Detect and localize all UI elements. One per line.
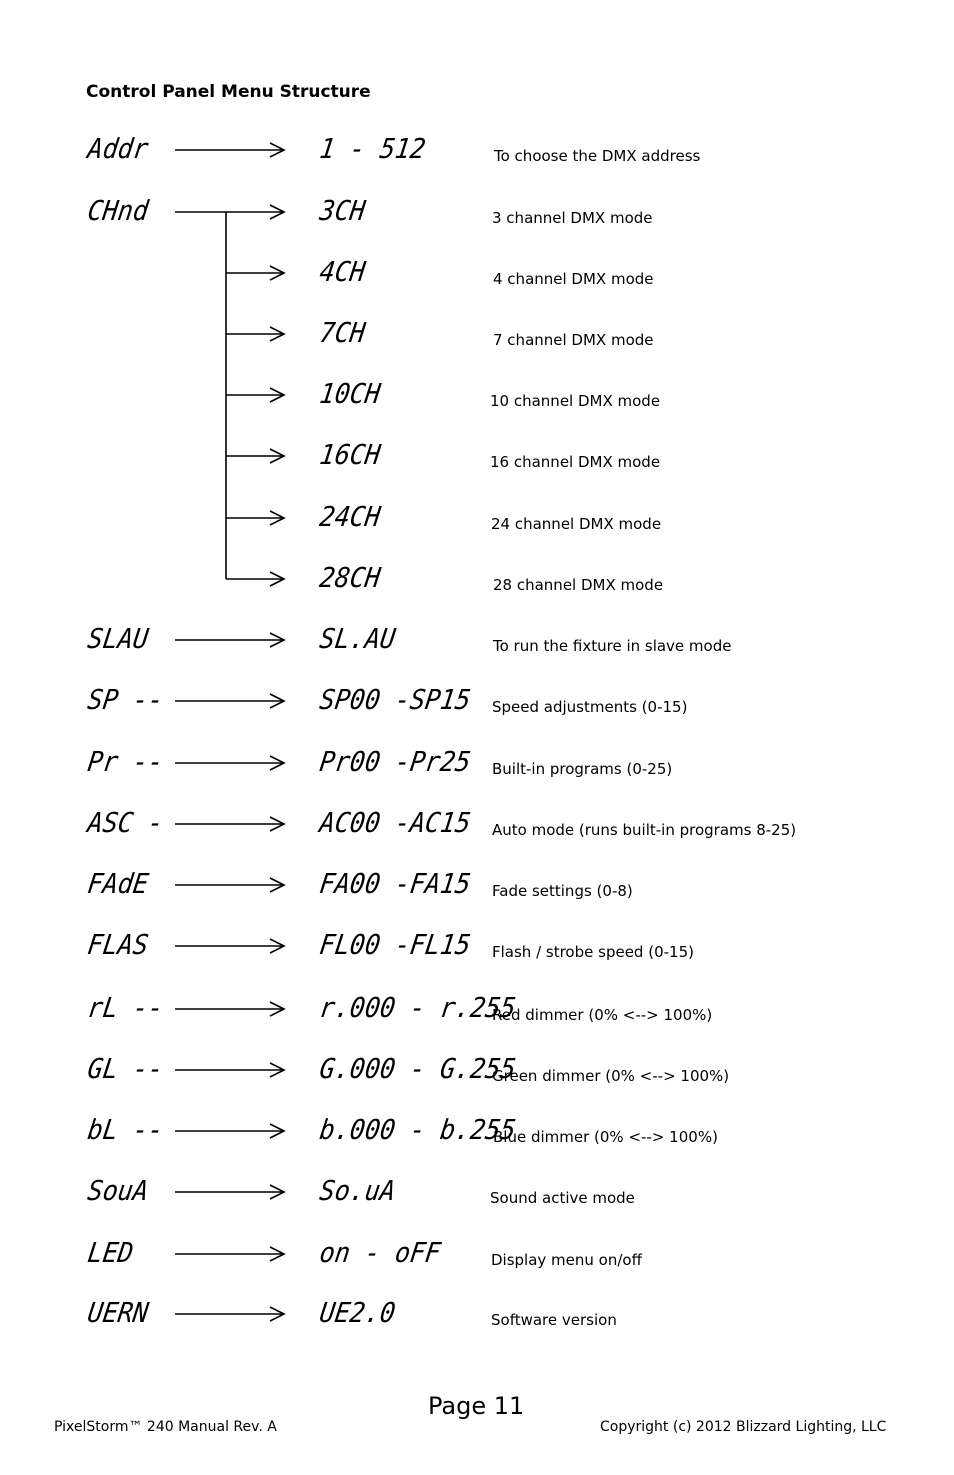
menu-value: 4CH <box>317 255 368 288</box>
menu-description: 16 channel DMX mode <box>490 453 661 471</box>
menu-description: Blue dimmer (0% <--> 100%) <box>493 1128 718 1146</box>
menu-code: FLAS <box>85 928 151 961</box>
menu-description: To run the fixture in slave mode <box>493 637 732 655</box>
menu-description: 10 channel DMX mode <box>490 392 661 410</box>
menu-description: Red dimmer (0% <--> 100%) <box>492 1006 713 1024</box>
menu-value: UE2.0 <box>317 1296 398 1329</box>
menu-description: Green dimmer (0% <--> 100%) <box>492 1067 730 1085</box>
menu-value: AC00 -AC15 <box>317 806 473 839</box>
menu-value: 10CH <box>317 377 383 410</box>
menu-description: 24 channel DMX mode <box>491 515 662 533</box>
menu-description: Speed adjustments (0-15) <box>492 698 688 716</box>
menu-description: To choose the DMX address <box>494 147 701 165</box>
menu-description: Auto mode (runs built-in programs 8-25) <box>492 821 797 839</box>
footer-manual-title: PixelStorm™ 240 Manual Rev. A <box>54 1419 277 1435</box>
menu-code: Addr <box>85 132 151 165</box>
footer-copyright: Copyright (c) 2012 Blizzard Lighting, LLC <box>600 1419 887 1435</box>
menu-code: LED <box>85 1236 136 1269</box>
menu-description: Built-in programs (0-25) <box>492 760 673 778</box>
menu-description: Fade settings (0-8) <box>492 882 633 900</box>
page-number: Page 11 <box>428 1392 525 1420</box>
menu-value: 3CH <box>317 194 368 227</box>
menu-value: G.000 - G.255 <box>317 1052 518 1085</box>
menu-value: 1 - 512 <box>317 132 428 165</box>
menu-value: So.uA <box>317 1174 398 1207</box>
menu-value: on - oFF <box>317 1236 443 1269</box>
menu-code: SLAU <box>85 622 151 655</box>
menu-code: UERN <box>85 1296 151 1329</box>
menu-code: GL -- <box>85 1052 166 1085</box>
menu-value: 24CH <box>317 500 383 533</box>
menu-value: FA00 -FA15 <box>317 867 473 900</box>
menu-code: ASC - <box>85 806 166 839</box>
menu-code: SouA <box>85 1174 151 1207</box>
menu-description: Software version <box>491 1311 617 1329</box>
menu-description: 28 channel DMX mode <box>493 576 664 594</box>
menu-value: Pr00 -Pr25 <box>317 745 473 778</box>
menu-code: rL -- <box>85 991 166 1024</box>
menu-value: 28CH <box>317 561 383 594</box>
menu-description: 3 channel DMX mode <box>492 209 653 227</box>
menu-code: FAdE <box>85 867 151 900</box>
menu-code: SP -- <box>85 683 166 716</box>
menu-description: Sound active mode <box>490 1189 635 1207</box>
menu-code: CHnd <box>85 194 151 227</box>
menu-description: Display menu on/off <box>491 1251 642 1269</box>
menu-code: bL -- <box>85 1113 166 1146</box>
menu-description: 4 channel DMX mode <box>493 270 654 288</box>
menu-description: 7 channel DMX mode <box>493 331 654 349</box>
menu-value: FL00 -FL15 <box>317 928 473 961</box>
menu-value: 16CH <box>317 438 383 471</box>
menu-value: b.000 - b.255 <box>317 1113 518 1146</box>
menu-value: SL.AU <box>317 622 398 655</box>
menu-value: r.000 - r.255 <box>317 991 518 1024</box>
menu-value: 7CH <box>317 316 368 349</box>
menu-description: Flash / strobe speed (0-15) <box>492 943 694 961</box>
page-title: Control Panel Menu Structure <box>86 82 371 102</box>
menu-value: SP00 -SP15 <box>317 683 473 716</box>
menu-code: Pr -- <box>85 745 166 778</box>
